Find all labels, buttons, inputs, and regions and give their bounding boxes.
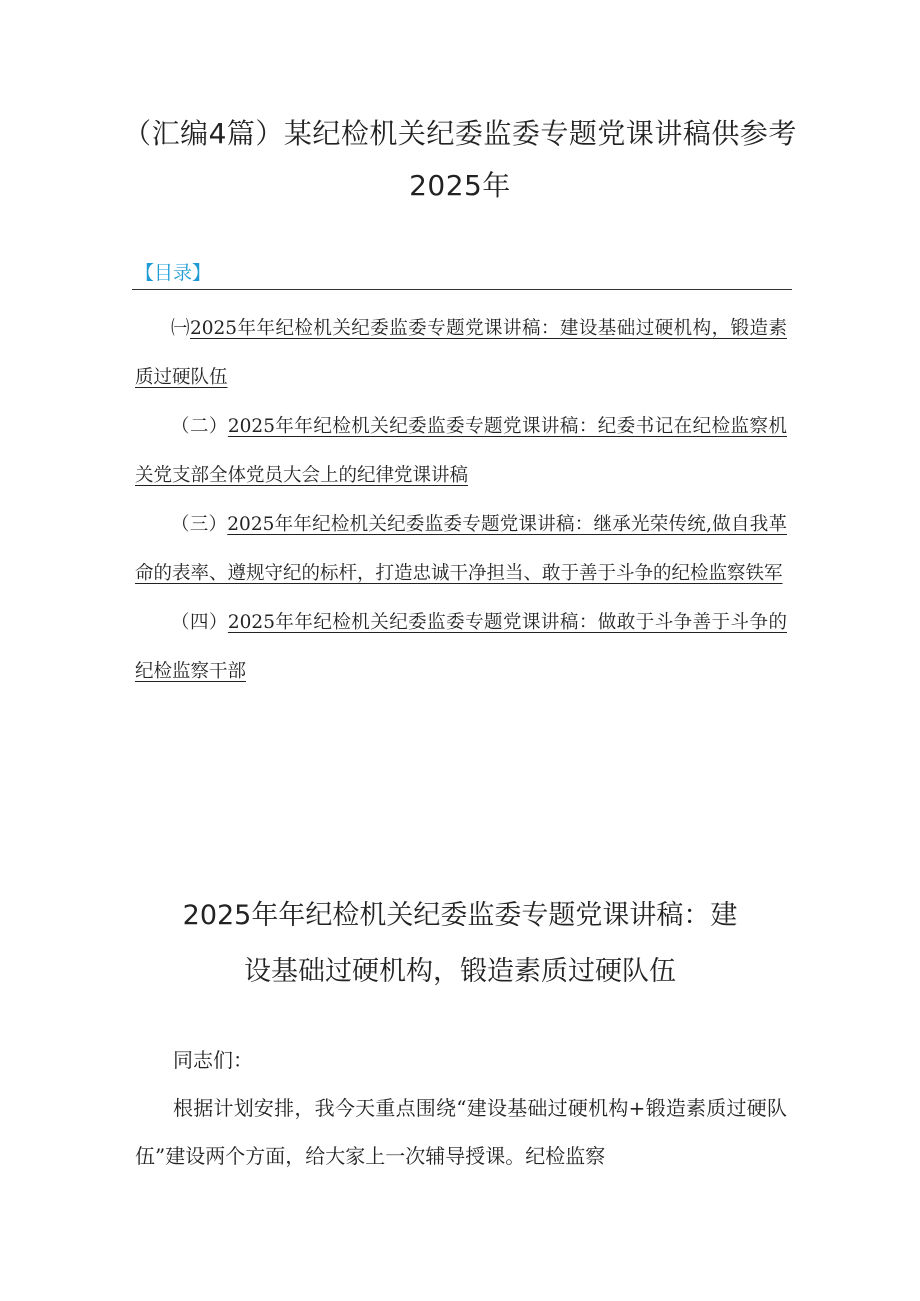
toc-link-4[interactable]: 2025年年纪检机关纪委监委专题党课讲稿：做敢于斗争善于斗争的纪检监察干部 — [135, 612, 787, 682]
document-title-line-2: 2025年 — [409, 169, 511, 202]
toc-entry-1 — [135, 304, 787, 402]
toc-link-2[interactable]: 2025年年纪检机关纪委监委专题党课讲稿：纪委书记在纪检监察机关党支部全体党员大会上的纪律党课讲稿 — [135, 416, 787, 486]
table-of-contents — [135, 304, 787, 696]
section-title — [130, 888, 790, 1000]
toc-entry-2 — [135, 402, 787, 500]
toc-entry-number: （四） — [171, 612, 228, 633]
document-title-line-1: （汇编4篇）某纪检机关纪委监委专题党课讲稿供参考 — [123, 117, 797, 150]
toc-label: 【目录】 — [135, 262, 212, 284]
toc-divider — [132, 289, 792, 290]
document-title — [100, 108, 820, 212]
toc-entry-number: ㈠ — [171, 318, 190, 339]
toc-entry-3 — [135, 500, 787, 598]
toc-entry-number: （三） — [171, 514, 228, 535]
section-title-line-2: 设基础过硬机构，锻造素质过硬队伍 — [244, 956, 676, 987]
toc-link-1[interactable]: 2025年年纪检机关纪委监委专题党课讲稿：建设基础过硬机构，锻造素质过硬队伍 — [135, 318, 787, 388]
body-paragraph: 根据计划安排，我今天重点围绕“建设基础过硬机构+锻造素质过硬队伍”建设两个方面，给大家上一次辅导授课。纪检监察 — [135, 1096, 787, 1168]
section-body — [135, 1036, 787, 1180]
toc-link-3[interactable]: 2025年年纪检机关纪委监委专题党课讲稿：继承光荣传统,做自我革命的表率、遵规守纪的标杆，打造忠诚干净担当、敢于善于斗争的纪检监察铁军 — [135, 514, 787, 584]
section-title-line-1: 2025年年纪检机关纪委监委专题党课讲稿：建 — [182, 900, 738, 931]
greeting-paragraph: 同志们： — [173, 1048, 253, 1072]
toc-entry-number: （二） — [171, 416, 228, 437]
toc-entry-4 — [135, 598, 787, 696]
